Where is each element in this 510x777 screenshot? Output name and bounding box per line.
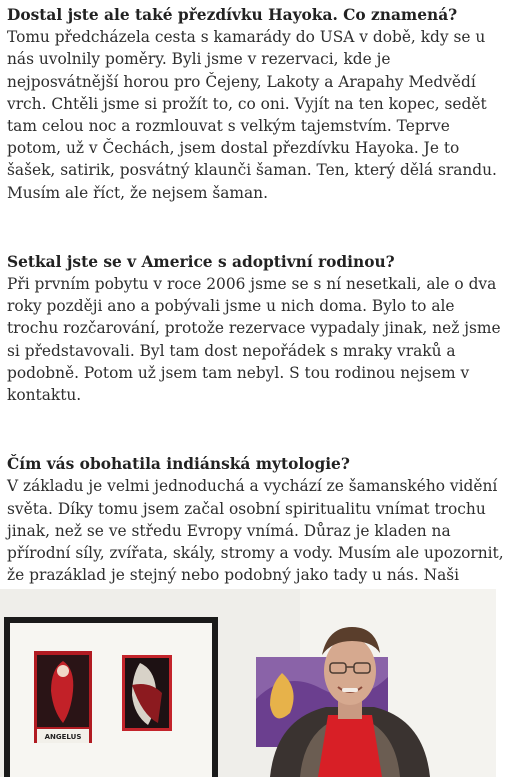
article-body	[7, 0, 505, 631]
section-question: Čím vás obohatila indiánská mytologie?	[7, 455, 350, 474]
section-question: Dostal jste ale také přezdívku Hayoka. Co znamená?	[7, 6, 458, 24]
poster-caption: ANGELUS	[44, 733, 82, 741]
section-answer: Tomu předcházela cesta s kamarády do USA v době, kdy se u nás uvolnily poměry. Byli jsme v rezervaci, kde je nejposvátnější horou pro Čejeny, Lakoty a Arapahy Medvědí vrch. Chtěli jsme si prožít to, co oni. Vyjít na ten kopec, sedět tam celou noc a rozmlouvat s velkým tajemstvím. Teprve potom, už v Čechách, jsem dostal přezdívku Hayoka. Je to šašek, satirik, posvátný klaunči šaman. Ten, který dělá srandu. Musím ale říct, že nejsem šaman.	[7, 28, 497, 202]
section-question: Setkal jste se v Americe s adoptivní rodinou?	[7, 252, 395, 271]
poster-right	[122, 655, 172, 731]
section-answer: Při prvním pobytu v roce 2006 jsme se s ní nesetkali, ale o dva roky později ano a pobývali jsme u nich doma. Bylo to ale trochu rozčarování, protože rezervace vypadaly jinak, než jsme si představovali. Byl tam dost nepořádek s mraky vraků a podobně. Potom už jsem tam nebyl. S tou rodinou nejsem v kontaktu.	[7, 275, 501, 405]
article-photo	[0, 589, 496, 777]
framed-artwork	[4, 617, 218, 777]
qa-section-1	[7, 4, 505, 204]
qa-section-2	[7, 251, 505, 406]
section-answer: V základu je velmi jednoduchá a vychází ze šamanského vidění světa. Díky tomu jsem začal osobní spiritualitu vnímat trochu jinak, než se ve středu Evropy vnímá. Důraz je kladen na přírodní síly, zvířata, skály, stromy a vody. Musím ale upozornit, že prazáklad je stejný nebo podobný jako tady u nás. Naši	[7, 477, 504, 585]
poster-left	[34, 651, 92, 743]
